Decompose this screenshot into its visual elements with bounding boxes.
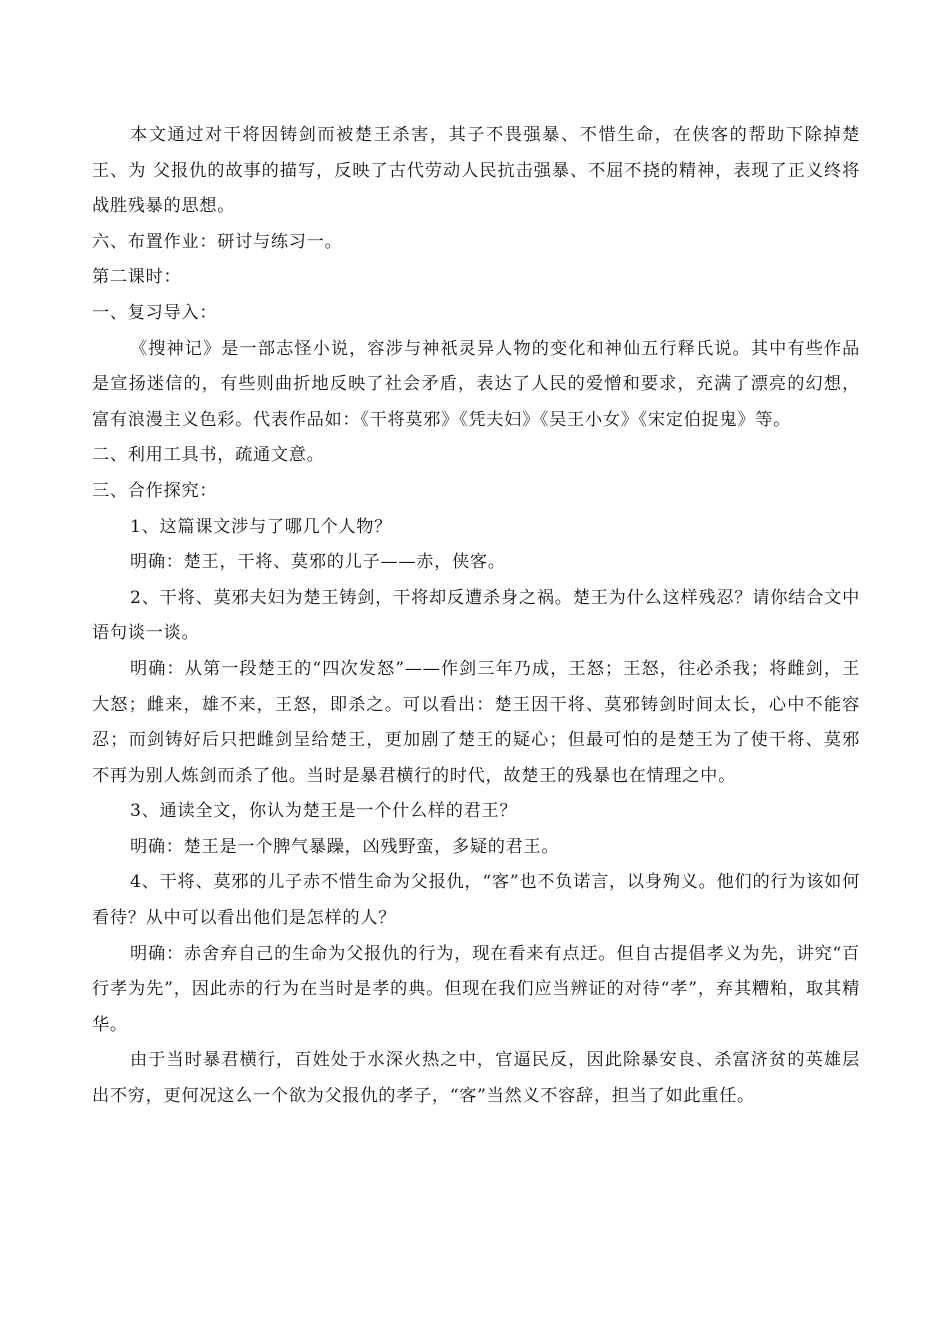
explore-heading: 三、合作探究： — [92, 480, 218, 501]
question-4: 4、干将、莫邪的儿子赤不惜生命为父报仇，“客”也不负诺言，以身殉义。他们的行为该如何看待？从中可以看出他们是怎样的人？ — [92, 872, 860, 929]
document-body — [92, 118, 860, 1115]
soushenji-intro-paragraph: 《搜神记》是一部志怪小说，容涉与神祇灵异人物的变化和神仙五行释氏说。其中有些作品是宣扬迷信的，有些则曲折地反映了社会矛盾，表达了人民的爱憎和要求，充满了漂亮的幻想，富有浪漫主义色彩。代表作品如：《干将莫邪》《凭夫妇》《吴王小女》《宋定伯捉鬼》等。 — [92, 338, 860, 430]
answer-1: 明确：楚王，干将、莫邪的儿子——赤，侠客。 — [130, 552, 506, 573]
second-lesson-heading: 第二课时： — [92, 267, 182, 288]
answer-2: 明确：从第一段楚王的“四次发怒”——作剑三年乃成，王怒；王怒，往必杀我；将雌剑，王大怒；雌来，雄不来，王怒，即杀之。可以看出：楚王因干将、莫邪铸剑时间太长，心中不能容忍；而剑铸好后只把雌剑呈给楚王，更加剧了楚王的疑心；但最可怕的是楚王为了使干将、莫邪不再为别人炼剑而杀了他。当时是暴君横行的时代，故楚王的残暴也在情理之中。 — [92, 658, 860, 786]
answer-4: 明确：赤舍弃自己的生命为父报仇的行为，现在看来有点迂。但自古提倡孝义为先，讲究“百行孝为先”，因此赤的行为在当时是孝的典。但现在我们应当辨证的对待“孝”，弃其糟粕，取其精华。 — [92, 943, 860, 1035]
tools-heading: 二、利用工具书，疏通文意。 — [92, 445, 325, 466]
summary-paragraph: 本文通过对干将因铸剑而被楚王杀害，其子不畏强暴、不惜生命，在侠客的帮助下除掉楚王、为 父报仇的故事的描写，反映了古代劳动人民抗击强暴、不屈不挠的精神，表现了正义终将战胜残暴的思想。 — [92, 125, 860, 217]
review-heading: 一、复习导入： — [92, 302, 218, 323]
homework-heading: 六、布置作业：研讨与练习一。 — [92, 231, 343, 252]
question-3: 3、通读全文，你认为楚王是一个什么样的君王？ — [130, 801, 518, 822]
answer-4-continued: 由于当时暴君横行，百姓处于水深火热之中，官逼民反，因此除暴安良、杀富济贫的英雄层出不穷，更何况这么一个欲为父报仇的孝子，“客”当然义不容辞，担当了如此重任。 — [92, 1050, 860, 1107]
question-2: 2、干将、莫邪夫妇为楚王铸剑，干将却反遭杀身之祸。楚王为什么这样残忍？请你结合文中语句谈一谈。 — [92, 587, 860, 644]
question-1: 1、这篇课文涉与了哪几个人物？ — [130, 516, 393, 537]
answer-3: 明确：楚王是一个脾气暴躁，凶残野蛮，多疑的君王。 — [130, 836, 560, 857]
